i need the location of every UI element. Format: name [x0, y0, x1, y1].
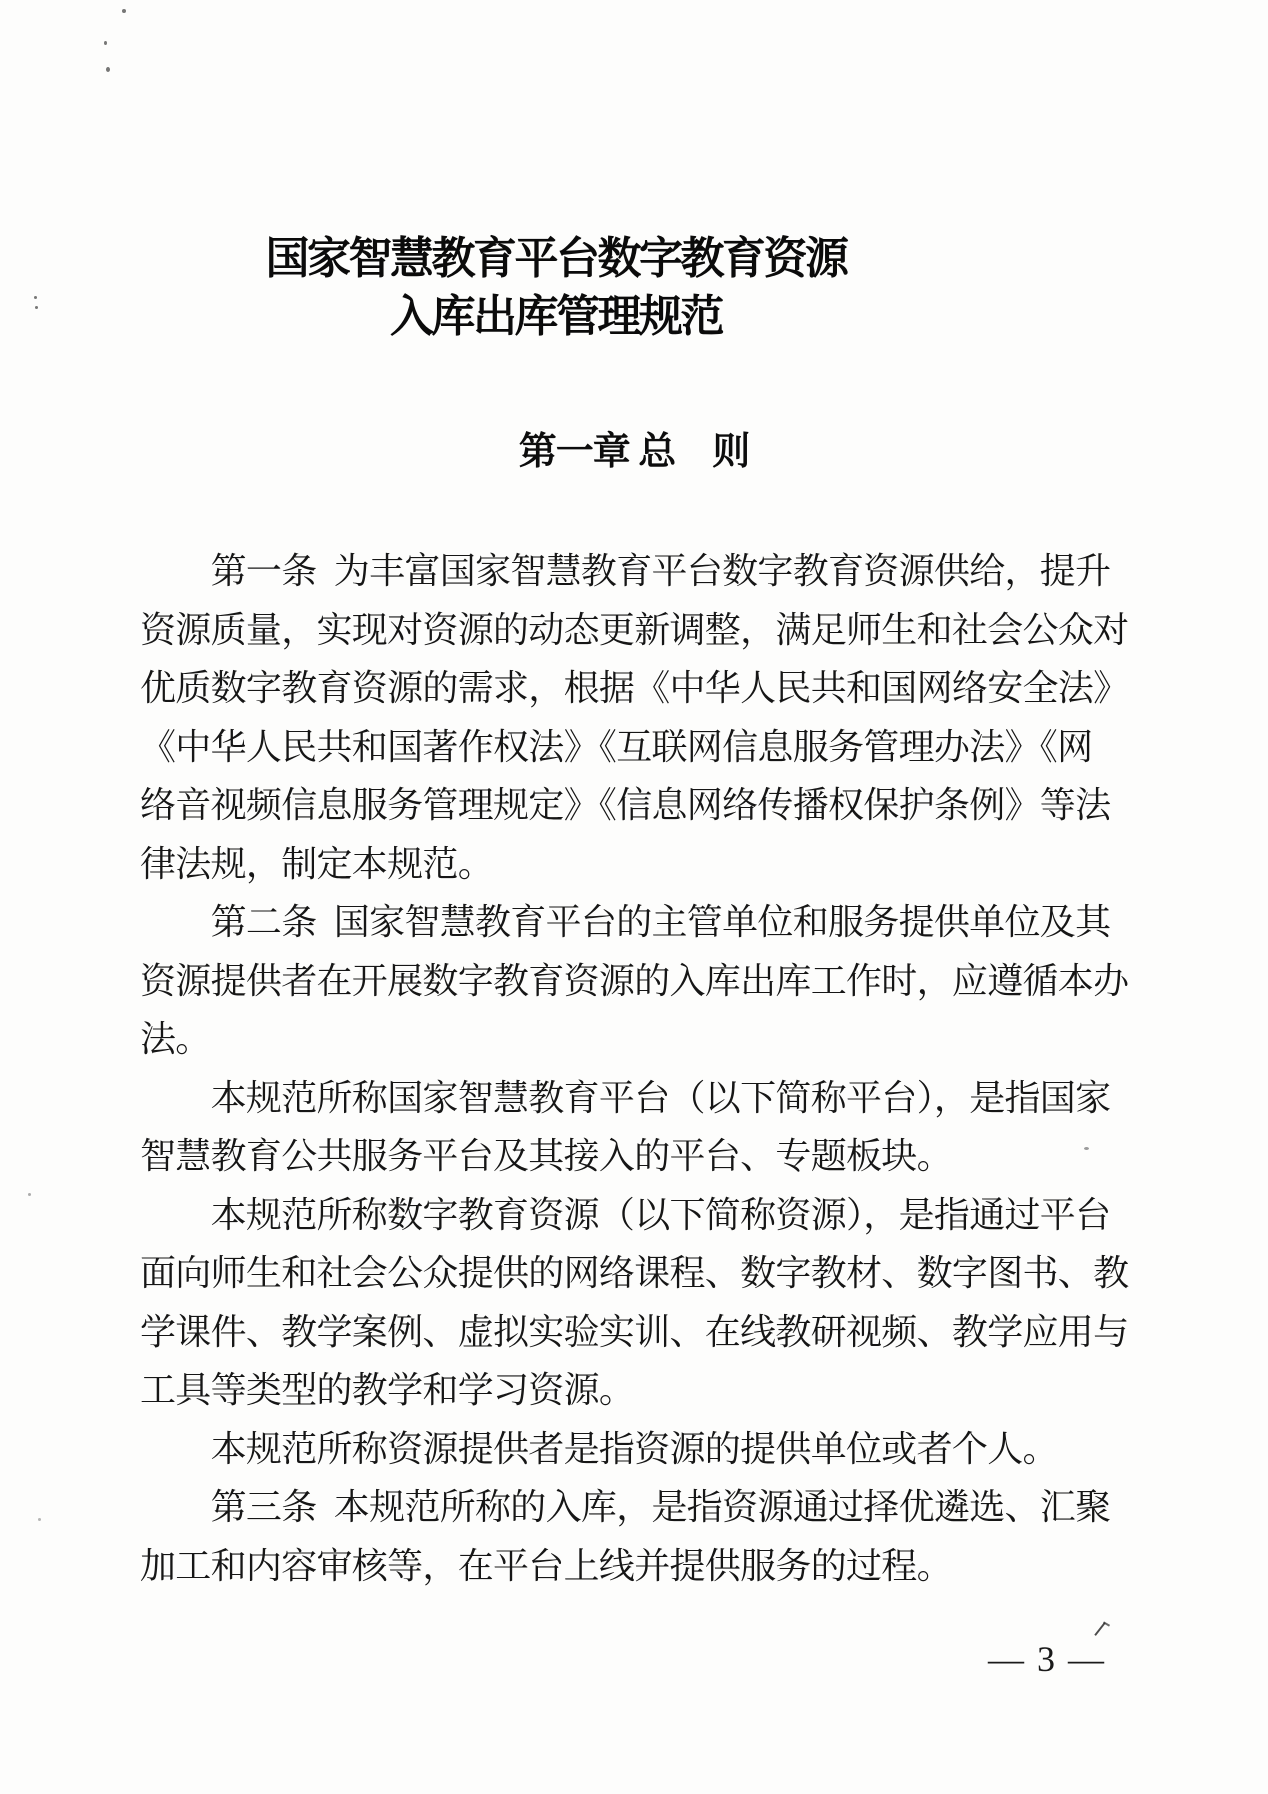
body-line: 工具等类型的教学和学习资源。 [140, 1370, 635, 1410]
scan-speck [104, 41, 107, 45]
body-line: 本规范所称国家智慧教育平台（以下简称平台），是指国家 [140, 1077, 1111, 1118]
scan-speck [38, 1518, 41, 1521]
body-line: 法。 [140, 1019, 211, 1059]
body-line: 本规范所称数字教育资源（以下简称资源），是指通过平台 [140, 1194, 1111, 1235]
body-line: 第一条 为丰富国家智慧教育平台数字教育资源供给，提升 [140, 551, 1111, 591]
body-line: 第三条 本规范所称的入库，是指资源通过择优遴选、汇聚 [140, 1487, 1111, 1527]
chapter-heading: 第一章 总 则 [518, 431, 750, 473]
body-line: 优质数字教育资源的需求，根据《中华人民共和国网络安全法》 [140, 668, 1129, 708]
scan-speck [122, 9, 126, 13]
body-line: 《中华人民共和国著作权法》《互联网信息服务管理办法》《网 [140, 726, 1093, 767]
body-line: 面向师生和社会公众提供的网络课程、数字教材、数字图书、教 [140, 1253, 1129, 1293]
body-line: 资源提供者在开展数字教育资源的入库出库工作时，应遵循本办 [140, 960, 1129, 1001]
body-line: 律法规，制定本规范。 [140, 843, 494, 884]
body-line: 络音视频信息服务管理规定》《信息网络传播权保护条例》等法 [140, 785, 1111, 825]
document-title-line-1: 国家智慧教育平台数字教育资源 [265, 234, 847, 283]
document-body [140, 542, 1129, 1595]
body-line: 智慧教育公共服务平台及其接入的平台、专题板块。 [140, 1136, 952, 1176]
pen-tick-mark [1103, 1621, 1110, 1626]
scan-speck [28, 1193, 31, 1196]
body-line: 学课件、教学案例、虚拟实验实训、在线教研视频、教学应用与 [140, 1311, 1129, 1352]
page-number: — 3 — [988, 1639, 1106, 1679]
body-line: 第二条 国家智慧教育平台的主管单位和服务提供单位及其 [140, 902, 1111, 942]
document-title-line-2: 入库出库管理规范 [390, 292, 722, 341]
body-line: 资源质量，实现对资源的动态更新调整，满足师生和社会公众对 [140, 609, 1129, 650]
document-title [0, 230, 1112, 346]
body-line: 加工和内容审核等，在平台上线并提供服务的过程。 [140, 1545, 952, 1586]
body-line: 本规范所称资源提供者是指资源的提供单位或者个人。 [140, 1428, 1058, 1469]
scan-speck [106, 67, 110, 72]
